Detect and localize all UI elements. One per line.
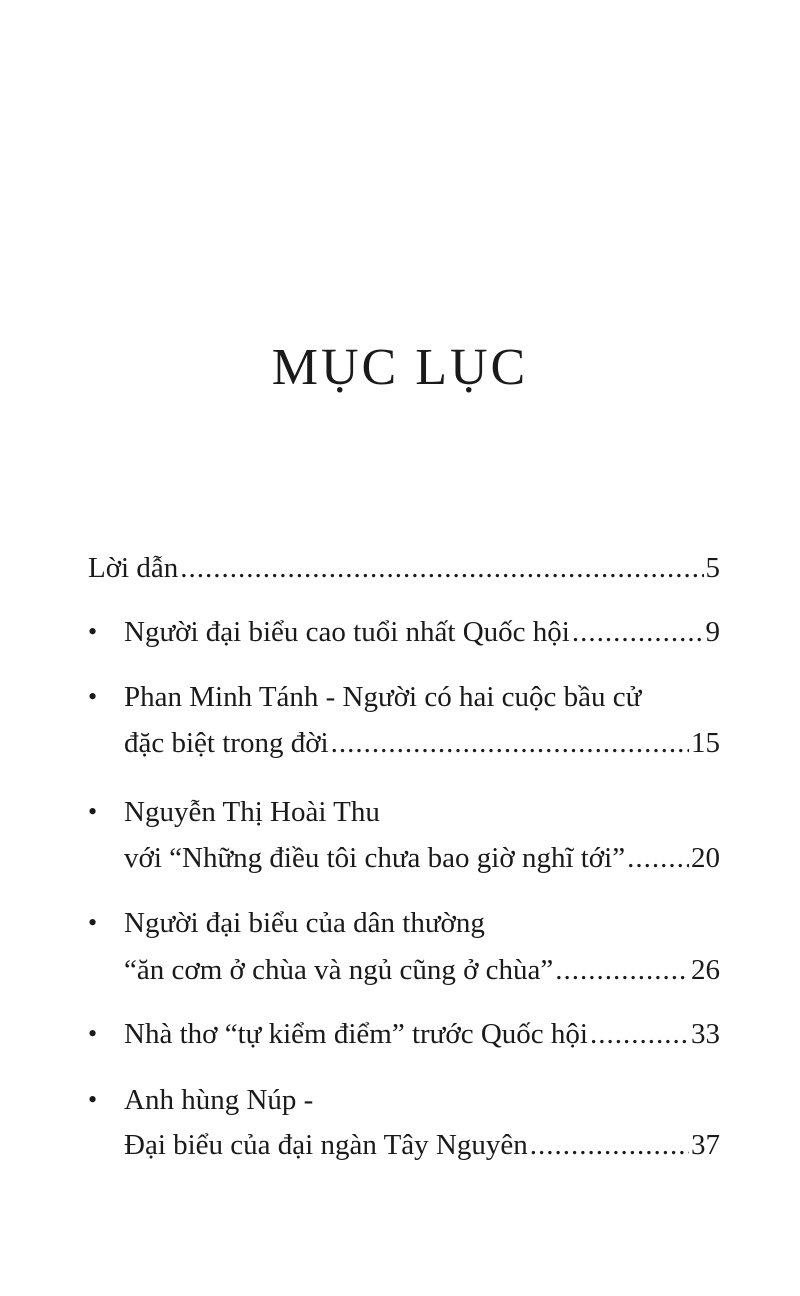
- bullet-icon: •: [88, 682, 98, 711]
- toc-page-number: 37: [691, 1129, 720, 1161]
- toc-entry-title-continued: “ăn cơm ở chùa và ngủ cũng ở chùa”: [124, 954, 554, 986]
- toc-entry-2-line-2[interactable]: [124, 723, 720, 763]
- toc-entry-title: Người đại biểu của dân thường: [124, 907, 485, 939]
- dot-leader: [555, 950, 689, 990]
- dot-leader: [572, 612, 704, 652]
- toc-entry-title: Anh hùng Núp -: [124, 1084, 314, 1116]
- toc-entry-2-line-1[interactable]: [124, 677, 720, 717]
- bullet-icon: •: [88, 1019, 98, 1048]
- bullet-icon: •: [88, 908, 98, 937]
- bullet-icon: •: [88, 797, 98, 826]
- toc-entry-1[interactable]: [124, 612, 720, 652]
- toc-entry-3-line-1[interactable]: [124, 792, 720, 832]
- dot-leader: [180, 548, 703, 588]
- toc-entry-title: Nguyễn Thị Hoài Thu: [124, 796, 380, 828]
- toc-page-number: 26: [691, 954, 720, 986]
- bullet-icon: •: [88, 617, 98, 646]
- dot-leader: [331, 723, 689, 763]
- toc-entry-title-continued: đặc biệt trong đời: [124, 727, 329, 759]
- toc-entry-4-line-1[interactable]: [124, 903, 720, 943]
- dot-leader: [530, 1125, 689, 1165]
- toc-entry-3-line-2[interactable]: [124, 838, 720, 878]
- dot-leader: [590, 1014, 689, 1054]
- toc-entry-6-line-1[interactable]: [124, 1080, 720, 1120]
- toc-entry-6-line-2[interactable]: [124, 1125, 720, 1165]
- page-title: MỤC LỤC: [271, 339, 529, 396]
- toc-entry-5[interactable]: [124, 1014, 720, 1054]
- bullet-icon: •: [88, 1085, 98, 1114]
- toc-entry-title-continued: Đại biểu của đại ngàn Tây Nguyên: [124, 1129, 528, 1161]
- dot-leader: [627, 838, 689, 878]
- toc-entry-title: Người đại biểu cao tuổi nhất Quốc hội: [124, 616, 570, 648]
- toc-page-number: 15: [691, 727, 720, 759]
- toc-page-number: 9: [705, 616, 720, 648]
- toc-entry-intro[interactable]: [88, 548, 720, 588]
- toc-entry-title: Nhà thơ “tự kiểm điểm” trước Quốc hội: [124, 1018, 588, 1050]
- toc-page-number: 20: [691, 842, 720, 874]
- toc-entry-title: Phan Minh Tánh - Người có hai cuộc bầu cử: [124, 681, 642, 713]
- toc-page-number: 33: [691, 1018, 720, 1050]
- toc-entry-title: Lời dẫn: [88, 552, 179, 584]
- toc-page-number: 5: [705, 552, 720, 584]
- toc-entry-4-line-2[interactable]: [124, 950, 720, 990]
- toc-entry-title-continued: với “Những điều tôi chưa bao giờ nghĩ tới”: [124, 842, 626, 874]
